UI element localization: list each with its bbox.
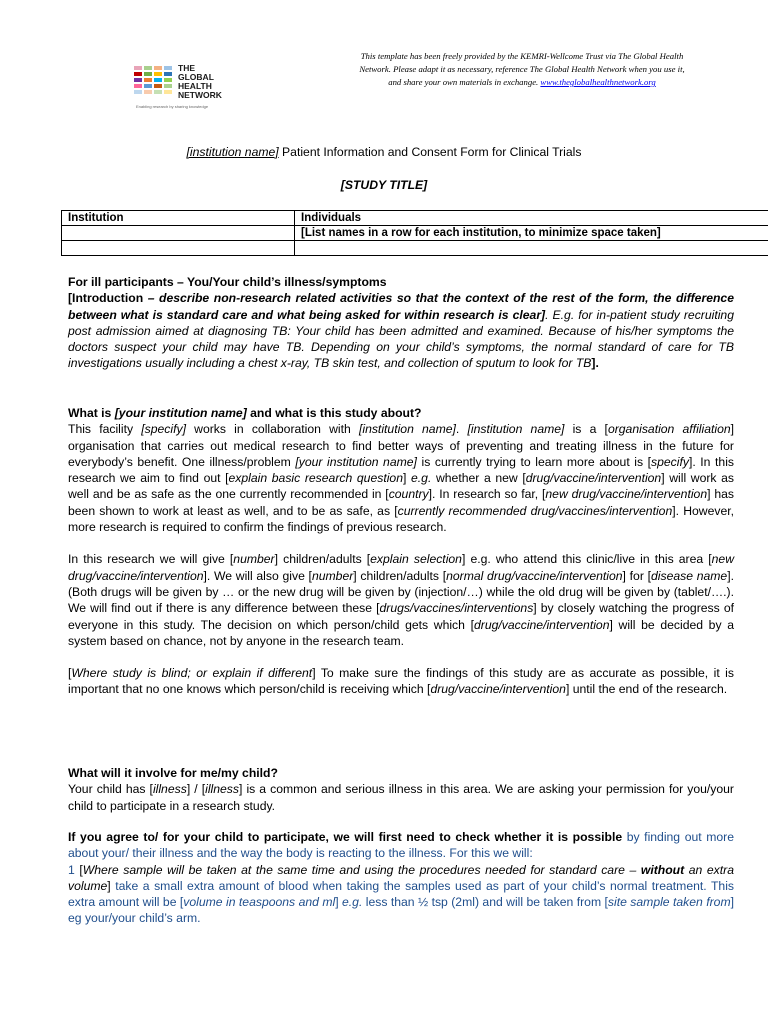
text-run: Your child has [ bbox=[68, 782, 153, 797]
text-run: ] will be decided by a system based on chance, not by anyone in the research team. bbox=[68, 617, 734, 648]
text-run: ]. In research so far, [ bbox=[428, 487, 546, 502]
section-paragraph bbox=[68, 665, 734, 698]
global-health-network-link[interactable]: www.theglobalhealthnetwork.org bbox=[540, 77, 656, 87]
text-run: illness bbox=[152, 782, 187, 797]
text-run: ]. However, more research is required to confirm the findings of previous research. bbox=[68, 503, 734, 535]
text-run: 1 bbox=[68, 862, 80, 877]
institution-table bbox=[61, 210, 768, 256]
text-run: ] bbox=[335, 895, 342, 910]
text-run: is currently trying to learn more about is [ bbox=[416, 454, 652, 469]
table-header-individuals: Individuals bbox=[295, 211, 768, 226]
study-title: [STUDY TITLE] bbox=[340, 178, 428, 192]
table-row bbox=[62, 226, 768, 241]
text-run: explain basic research question bbox=[228, 471, 403, 486]
text-run: ]. We will also give [ bbox=[203, 568, 312, 583]
form-title: [institution name] Patient Information and Consent Form for Clinical Trials bbox=[186, 145, 582, 159]
text-run: [ bbox=[68, 666, 72, 681]
text-run: drug/vaccine/intervention bbox=[430, 682, 566, 697]
text-run: ] children/adults [ bbox=[353, 568, 447, 583]
text-run: ] by closely watching the progress of everyone in this study. The decision on which person/child gets which [ bbox=[68, 601, 734, 632]
text-run: ] To make sure the findings of this study are as accurate as possible, it is important that no one knows which person/child is receiving which [ bbox=[68, 666, 734, 697]
text-run: country bbox=[388, 487, 429, 502]
global-health-network-logo bbox=[134, 64, 234, 112]
table-cell bbox=[295, 241, 768, 256]
section-heading: What is [your institution name] and what is this study about? bbox=[68, 406, 422, 420]
text-run: ] eg your/your child’s arm. bbox=[68, 895, 734, 926]
text-run: disease name bbox=[650, 568, 728, 583]
text-run: new drug/vaccine/intervention bbox=[68, 552, 734, 583]
text-run: ] for [ bbox=[622, 568, 651, 583]
text-run: currently recommended drug/vaccines/intervention bbox=[397, 503, 673, 518]
text-run: ]. (Both drugs will be given by … or the new drug will be given by (injection/…) while the old drug will be given by (tablet/….). We will find out if there is any difference between these [ bbox=[68, 568, 734, 616]
text-run: [your institution name] bbox=[295, 454, 417, 469]
template-notice: This template has been freely provided by the KEMRI-Wellcome Trust via The Global Health Network. Please adapt it as necessary, reference The Global Health Network when you use it, and share your own materials in exchange. www.theglobalhealthnetwork.org bbox=[359, 51, 685, 87]
section-paragraph bbox=[68, 862, 734, 927]
section-paragraph bbox=[68, 421, 734, 535]
text-run: [ bbox=[79, 862, 83, 877]
text-run: illness bbox=[205, 782, 239, 797]
text-run: ] is a common and serious illness in this area. We are asking your permission for you/your child to participate in a research study. bbox=[68, 782, 734, 813]
section-eligibility-check bbox=[68, 829, 734, 927]
text-run: drug/vaccine/intervention bbox=[525, 471, 662, 486]
text-run: site sample taken from bbox=[607, 895, 731, 910]
text-run: new drug/vaccine/intervention bbox=[545, 487, 708, 502]
text-run: without bbox=[640, 862, 685, 877]
table-cell bbox=[62, 226, 295, 241]
section-involvement bbox=[68, 765, 734, 814]
text-run: ] bbox=[402, 471, 411, 486]
text-run: an extra volume bbox=[68, 862, 734, 893]
section-heading: What will it involve for me/my child? bbox=[68, 766, 278, 780]
text-run: [institution name] bbox=[358, 422, 456, 437]
text-run: In this research we will give [ bbox=[68, 552, 234, 567]
text-run: Where sample will be taken at the same time and using the procedures needed for standard care – bbox=[82, 862, 641, 877]
text-run: works in collaboration with bbox=[185, 422, 359, 437]
text-run: is a [ bbox=[564, 422, 608, 437]
text-run: normal drug/vaccine/intervention bbox=[446, 568, 623, 583]
text-run: ] until the end of the research. bbox=[565, 682, 728, 697]
text-run: ] organisation that carries out medical research to find better ways of preventing and treating illness in the future for everybody’s benefit. One illness/problem bbox=[68, 422, 735, 469]
table-header-institution: Institution bbox=[62, 211, 295, 226]
text-run: This facility bbox=[68, 422, 142, 437]
text-run: If you agree to/ for your child to participate, we will first need to check whether it is possible bbox=[68, 830, 623, 844]
logo-color-grid-icon bbox=[134, 66, 174, 100]
text-run: ] will work as well and be as safe as the one currently recommended in [ bbox=[68, 471, 735, 502]
table-row bbox=[62, 211, 768, 226]
text-run: e.g. bbox=[342, 895, 363, 910]
text-run: drug/vaccine/intervention bbox=[473, 617, 610, 632]
section-paragraph: [Introduction – describe non-research related activities so that the context of the rest of the form, the difference between what is standard care and what being asked for within research is clear]. E.g. for in-patient study recruiting post admission aimed at diagnosing TB: Your child has been admitted and examined. Because of his/her symptoms the doctors suspect your child may have TB. Depending on your child’s symptoms, the normal standard of care for TB investigations usually including a chest x-ray, TB skin test, and collection of sputum to look for TB]. bbox=[68, 291, 734, 371]
text-run: ] e.g. who attend this clinic/live in this area [ bbox=[461, 552, 712, 567]
section-study-about bbox=[68, 405, 734, 698]
section-paragraph bbox=[68, 829, 734, 862]
text-run: ] has been shown to work at least as well, and to be as safe, as [ bbox=[68, 487, 734, 518]
text-run: by finding out more about your/ their illness and the way the body is reacting to the illness. For this we will: bbox=[68, 830, 734, 861]
text-run: volume in teaspoons and ml bbox=[183, 895, 336, 910]
text-run: [specify] bbox=[141, 422, 186, 437]
table-row bbox=[62, 241, 768, 256]
text-run: specify bbox=[651, 454, 689, 469]
section-illness bbox=[68, 274, 734, 372]
text-run: take a small extra amount of blood when taking the samples used as part of your child’s normal treatment. This extra amount will be [ bbox=[68, 878, 734, 910]
text-run: ] children/adults [ bbox=[274, 552, 371, 567]
text-run: ]. In this research we aim to find out [ bbox=[68, 454, 734, 486]
table-cell bbox=[62, 241, 295, 256]
text-run: e.g. bbox=[411, 471, 432, 486]
section-paragraph bbox=[68, 551, 734, 649]
table-cell: [List names in a row for each institution, to minimize space taken] bbox=[295, 226, 768, 241]
text-run: number bbox=[233, 552, 275, 567]
text-run: ] bbox=[107, 878, 111, 893]
text-run: Where study is blind; or explain if different bbox=[71, 666, 313, 681]
text-run: drugs/vaccines/interventions bbox=[379, 601, 534, 616]
logo-tagline: Enabling research by sharing knowledge bbox=[136, 104, 209, 109]
section-heading: For ill participants – You/Your child’s illness/symptoms bbox=[68, 275, 387, 289]
section-paragraph bbox=[68, 781, 734, 814]
text-run: explain selection bbox=[370, 552, 462, 567]
text-run: ] / [ bbox=[186, 782, 206, 797]
text-run: whether a new [ bbox=[431, 471, 526, 486]
text-run: . bbox=[455, 422, 468, 437]
text-run: less than ½ tsp (2ml) and will be taken from [ bbox=[362, 895, 608, 910]
text-run: organisation affiliation bbox=[607, 422, 731, 437]
text-run: [institution name] bbox=[467, 422, 565, 437]
logo-wordmark: THE GLOBAL HEALTH NETWORK bbox=[178, 63, 222, 100]
text-run: number bbox=[311, 568, 354, 583]
